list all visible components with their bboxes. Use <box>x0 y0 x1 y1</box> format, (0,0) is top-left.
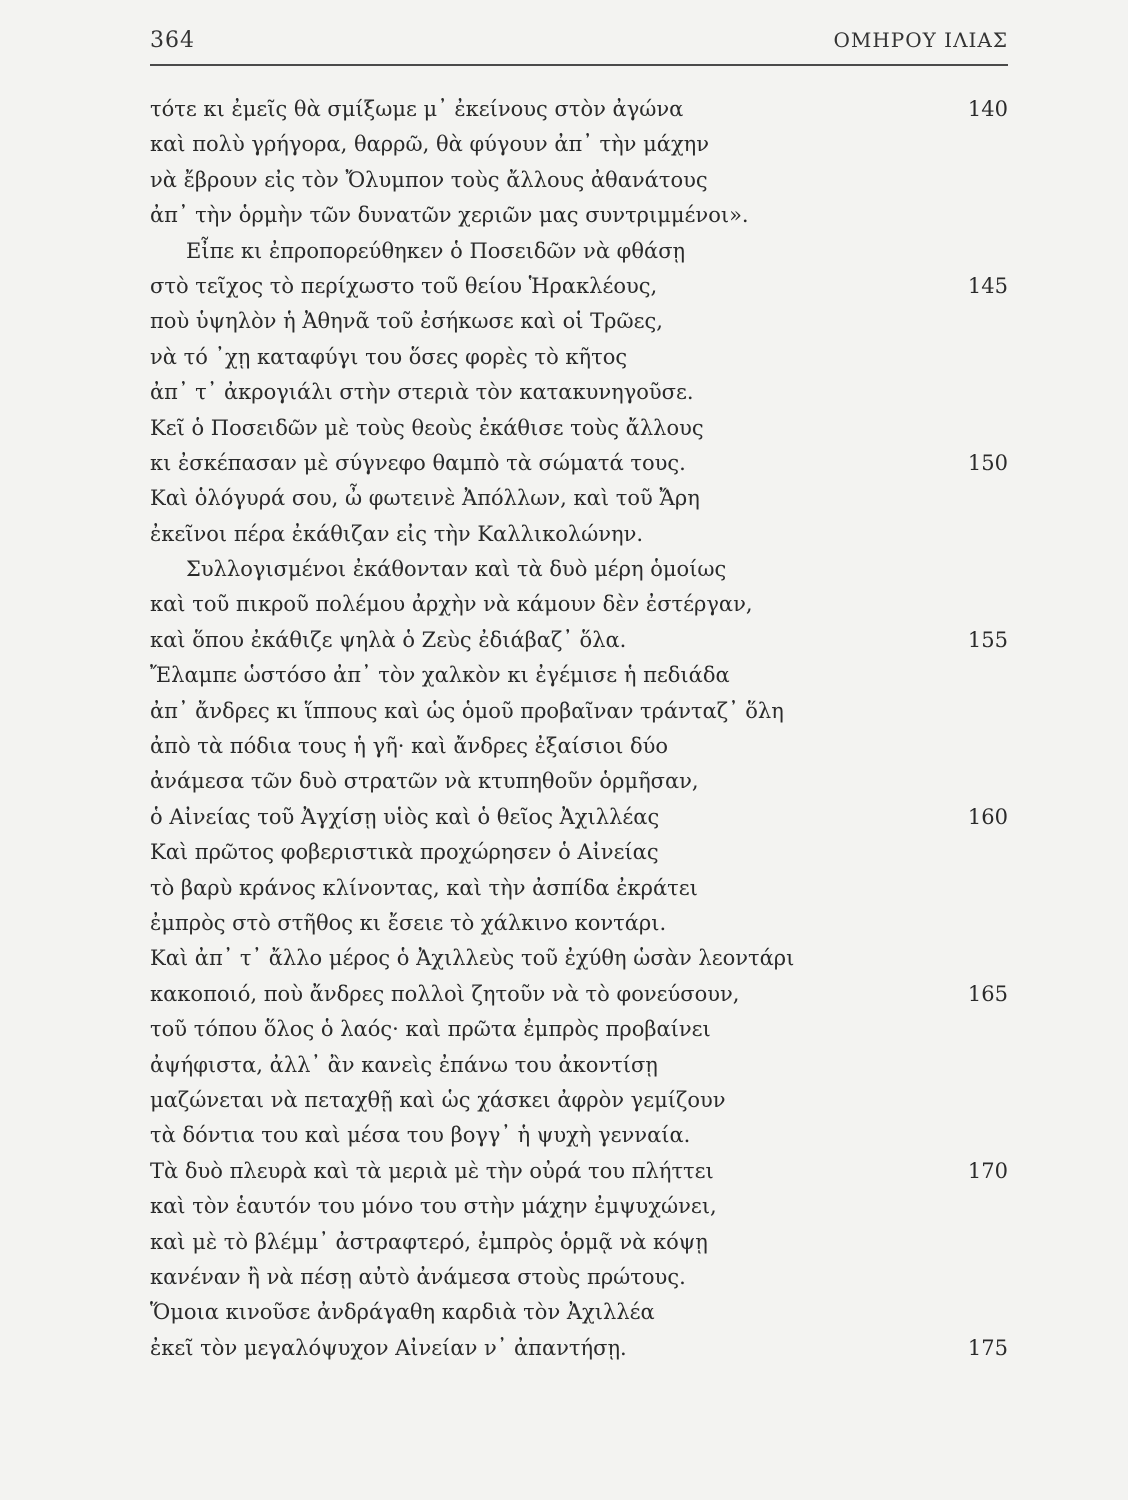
verse-text: ἐκεῖνοι πέρα ἐκάθιζαν εἰς τὴν Καλλικολώνην. <box>150 521 644 546</box>
line-number: 155 <box>967 627 1008 652</box>
verse-line <box>150 835 1008 870</box>
verse-line <box>150 871 1008 906</box>
line-number: 175 <box>967 1335 1008 1360</box>
verse-line <box>150 1118 1008 1153</box>
verse-text: τὰ δόντια του καὶ μέσα του βογγ᾽ ἡ ψυχὴ γενναία. <box>150 1123 691 1148</box>
verse-line <box>150 411 1008 446</box>
verse-text: κακοποιό, ποὺ ἄνδρες πολλοὶ ζητοῦν νὰ τὸ φονεύσουν, <box>150 981 740 1006</box>
verse-text: τοῦ τόπου ὅλος ὁ λαός· καὶ πρῶτα ἐμπρὸς προβαίνει <box>150 1017 711 1042</box>
verse-text: νὰ τό ᾽χῃ καταφύγι του ὅσες φορὲς τὸ κῆτος <box>150 344 628 369</box>
verse-line <box>150 941 1008 976</box>
verse-text: καὶ μὲ τὸ βλέμμ᾽ ἀστραφτερό, ἐμπρὸς ὁρμᾷ νὰ κόψῃ <box>150 1229 708 1254</box>
verse-text: στὸ τεῖχος τὸ περίχωστο τοῦ θείου Ἡρακλέους, <box>150 273 658 298</box>
verse-text: καὶ τὸν ἑαυτόν του μόνο του στὴν μάχην ἐμψυχώνει, <box>150 1194 717 1219</box>
verse-line <box>150 340 1008 375</box>
verse-text: Συλλογισμένοι ἐκάθονταν καὶ τὰ δυὸ μέρη ὁμοίως <box>186 557 727 582</box>
verse-text: μαζώνεται νὰ πεταχθῇ καὶ ὡς χάσκει ἀφρὸν γεμίζουν <box>150 1087 726 1112</box>
verse-line <box>150 658 1008 693</box>
line-number: 170 <box>967 1158 1008 1183</box>
verse-text: Καὶ ἀπ᾽ τ᾽ ἄλλο μέρος ὁ Ἀχιλλεὺς τοῦ ἐχύθη ὡσὰν λεοντάρι <box>150 946 795 971</box>
running-title: ΟΜΗΡΟΥ ΙΛΙΑΣ <box>833 28 1008 52</box>
verse-line <box>150 694 1008 729</box>
verse-line <box>150 587 1008 622</box>
verse-text: ἀπ᾽ τ᾽ ἀκρογιάλι στὴν στεριὰ τὸν κατακυνηγοῦσε. <box>150 380 694 405</box>
verse-text: ἐμπρὸς στὸ στῆθος κι ἔσειε τὸ χάλκινο κοντάρι. <box>150 910 667 935</box>
verse-line <box>150 906 1008 941</box>
header-rule <box>150 64 1008 66</box>
verse-line <box>150 1260 1008 1295</box>
verse-line <box>150 269 1008 304</box>
verse-text: ἀπ᾽ τὴν ὁρμὴν τῶν δυνατῶν χεριῶν μας συντριμμένοι». <box>150 203 749 228</box>
verse-text: ἀψήφιστα, ἀλλ᾽ ἂν κανεὶς ἐπάνω του ἀκοντίσῃ <box>150 1052 658 1077</box>
verse-line <box>150 1189 1008 1224</box>
verse-line <box>150 1048 1008 1083</box>
verse-line <box>150 552 1008 587</box>
verse-line <box>150 198 1008 233</box>
verse-line <box>150 1225 1008 1260</box>
verse-line <box>150 1154 1008 1189</box>
verse-line <box>150 1331 1008 1366</box>
line-number: 150 <box>967 450 1008 475</box>
verse-text-block <box>150 92 1008 1366</box>
verse-line <box>150 304 1008 339</box>
verse-text: Εἶπε κι ἐπροπορεύθηκεν ὁ Ποσειδῶν νὰ φθάσῃ <box>186 238 686 263</box>
verse-line <box>150 729 1008 764</box>
verse-text: τότε κι ἐμεῖς θὰ σμίξωμε μ᾽ ἐκείνους στὸν ἀγώνα <box>150 97 684 121</box>
line-number: 140 <box>967 97 1008 121</box>
verse-text: καὶ τοῦ πικροῦ πολέμου ἀρχὴν νὰ κάμουν δὲν ἐστέργαν, <box>150 592 753 617</box>
verse-text: ἀπὸ τὰ πόδια τους ἡ γῆ· καὶ ἄνδρες ἐξαίσιοι δύο <box>150 734 669 759</box>
verse-line <box>150 764 1008 799</box>
line-number: 145 <box>967 273 1008 298</box>
verse-text: καὶ ὅπου ἐκάθιζε ψηλὰ ὁ Ζεὺς ἐδιάβαζ᾽ ὅλα. <box>150 627 627 652</box>
verse-line <box>150 234 1008 269</box>
verse-text: ἀνάμεσα τῶν δυὸ στρατῶν νὰ κτυπηθοῦν ὁρμῆσαν, <box>150 769 699 794</box>
verse-text: ἐκεῖ τὸν μεγαλόψυχον Αἰνείαν ν᾽ ἀπαντήσῃ. <box>150 1335 627 1360</box>
verse-line <box>150 800 1008 835</box>
verse-line <box>150 1295 1008 1330</box>
verse-text: ὁ Αἰνείας τοῦ Ἀγχίσῃ υἱὸς καὶ ὁ θεῖος Ἀχιλλέας <box>150 804 660 829</box>
verse-line <box>150 1083 1008 1118</box>
verse-line <box>150 623 1008 658</box>
verse-line <box>150 977 1008 1012</box>
verse-line <box>150 375 1008 410</box>
page-number: 364 <box>150 28 195 53</box>
verse-text: ποὺ ὑψηλὸν ἡ Ἀθηνᾶ τοῦ ἐσήκωσε καὶ οἱ Τρῶες, <box>150 309 663 334</box>
verse-text: Ἔλαμπε ὡστόσο ἀπ᾽ τὸν χαλκὸν κι ἐγέμισε ἡ πεδιάδα <box>150 663 730 688</box>
verse-text: κανέναν ἢ νὰ πέσῃ αὐτὸ ἀνάμεσα στοὺς πρώτους. <box>150 1264 686 1289</box>
verse-text: Τὰ δυὸ πλευρὰ καὶ τὰ μεριὰ μὲ τὴν οὐρά του πλήττει <box>150 1158 714 1183</box>
verse-line <box>150 517 1008 552</box>
verse-text: νὰ ἔβρουν εἰς τὸν Ὄλυμπον τοὺς ἄλλους ἀθανάτους <box>150 167 708 192</box>
line-number: 160 <box>967 804 1008 829</box>
verse-line <box>150 446 1008 481</box>
verse-line <box>150 127 1008 162</box>
verse-text: κι ἐσκέπασαν μὲ σύγνεφο θαμπὸ τὰ σώματά τους. <box>150 450 686 475</box>
verse-text: τὸ βαρὺ κράνος κλίνοντας, καὶ τὴν ἀσπίδα ἐκράτει <box>150 875 698 900</box>
verse-line <box>150 1012 1008 1047</box>
verse-line <box>150 163 1008 198</box>
verse-line <box>150 481 1008 516</box>
verse-text: Καὶ ὁλόγυρά σου, ὦ φωτεινὲ Ἀπόλλων, καὶ τοῦ Ἄρη <box>150 486 700 511</box>
page-header <box>150 22 1008 62</box>
verse-line <box>150 92 1008 127</box>
verse-text: ἀπ᾽ ἄνδρες κι ἵππους καὶ ὡς ὁμοῦ προβαῖναν τράνταζ᾽ ὅλη <box>150 698 784 723</box>
verse-text: καὶ πολὺ γρήγορα, θαρρῶ, θὰ φύγουν ἀπ᾽ τὴν μάχην <box>150 132 710 157</box>
verse-text: Καὶ πρῶτος φοβεριστικὰ προχώρησεν ὁ Αἰνείας <box>150 840 659 865</box>
verse-text: Ὅμοια κινοῦσε ἀνδράγαθη καρδιὰ τὸν Ἀχιλλέα <box>150 1300 655 1325</box>
verse-text: Κεῖ ὁ Ποσειδῶν μὲ τοὺς θεοὺς ἐκάθισε τοὺς ἄλλους <box>150 415 704 440</box>
line-number: 165 <box>967 981 1008 1006</box>
